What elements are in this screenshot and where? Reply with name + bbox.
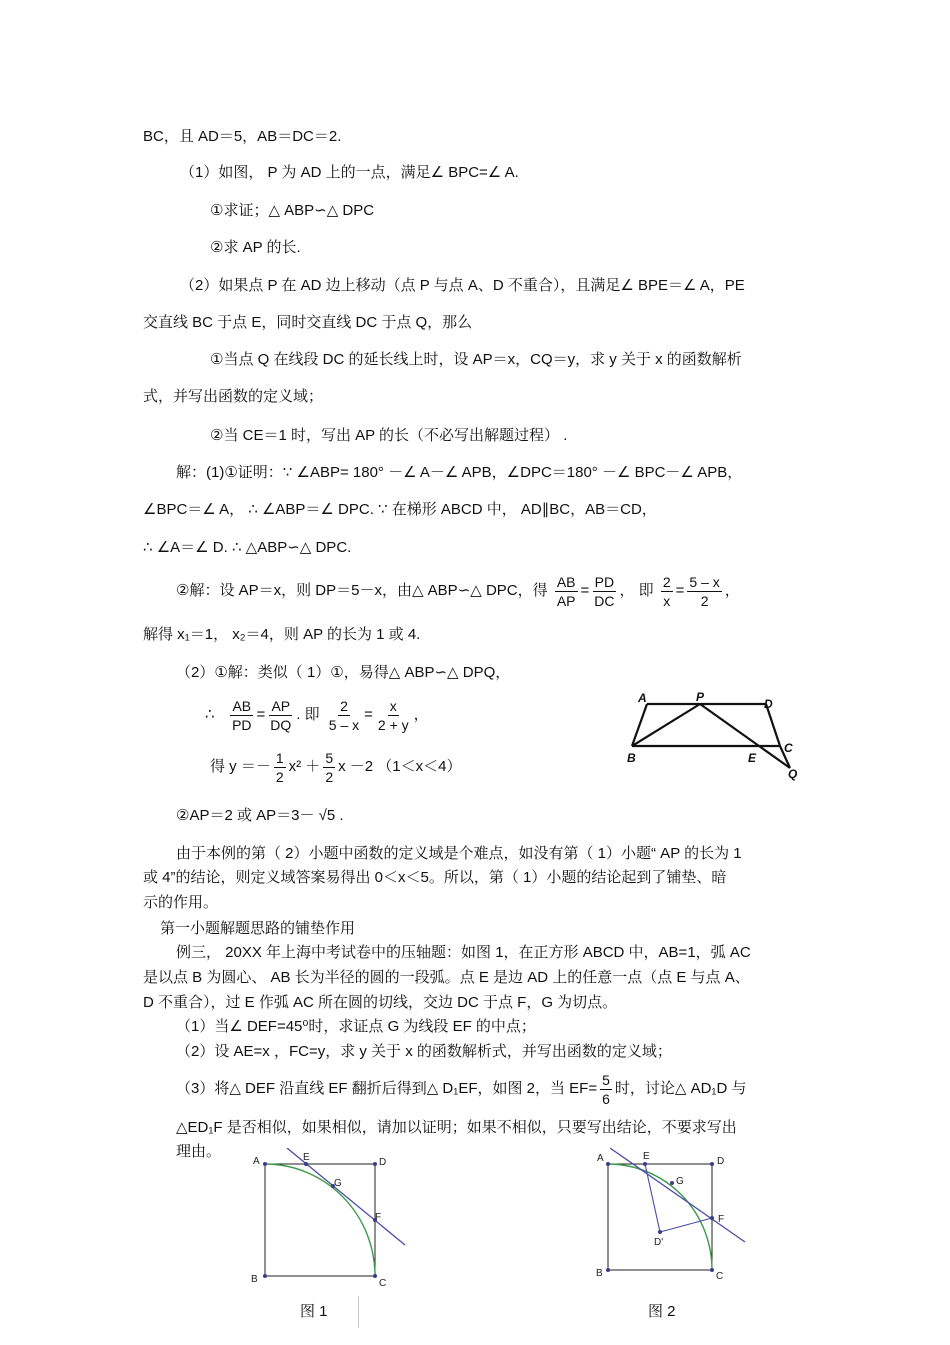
trap-label-a: A (638, 691, 647, 705)
fig2-label-f: F (718, 1214, 725, 1225)
line-10: 解：(1)①证明：∵ ∠ABP= 180° －∠ A－∠ APB，∠DPC＝180° －∠ BPC－∠ APB， (176, 464, 743, 481)
line-22: 第一小题解题思路的铺垫作用 (160, 920, 356, 937)
line-2: （1）如图， P 为 AD 上的一点，满足∠ BPC=∠ A. (180, 164, 519, 181)
fig2-label-g: G (676, 1176, 684, 1187)
fraction-ap-dq: $\frac{AP}{DQ}$ (270, 697, 292, 733)
line-29: △ED₁F 是否相似，如果相似，请加以证明；如果不相似，只要写出结论，不要求写出 (176, 1119, 737, 1136)
fig2-label-c: C (716, 1271, 724, 1282)
line-24: 是以点 B 为圆心、 AB 长为半径的圆的一段弧。点 E 是边 AD 上的任意一点（点 E 与点 A、 (143, 969, 750, 986)
line-25: D 不重合），过 E 作弧 AC 所在圆的切线，交边 DC 于点 F，G 为切点。 (143, 994, 618, 1011)
fraction-2-5x: $\frac{2}{5 - x}$ (328, 697, 360, 733)
fig1-label-b: B (251, 1274, 258, 1285)
trap-label-e: E (748, 751, 757, 765)
trap-label-p: P (696, 690, 705, 704)
fraction-5-6: $\frac{5}{6}$ (602, 1071, 610, 1107)
fraction-5x-2: $\frac{5 - x}{2}$ (689, 573, 720, 609)
line-8: 式，并写出函数的定义域； (143, 388, 324, 405)
line-13-mid: ， 即 (619, 582, 654, 599)
line-18: ②AP＝2 或 AP＝3－ √5 . (176, 807, 344, 824)
fig2-label-b: B (596, 1268, 603, 1279)
fraction-x-2y: $\frac{x}{2 + y}$ (377, 697, 409, 733)
therefore-symbol: ∴ (205, 706, 215, 723)
line-27: （2）设 AE=x ，FC=y，求 y 关于 x 的函数解析式，并写出函数的定义域； (176, 1043, 672, 1060)
line-28-start: （3）将△ DEF 沿直线 EF 翻折后得到△ D₁EF，如图 2，当 EF= (176, 1080, 598, 1097)
line-17-end: x －2 （1＜x＜4） (338, 758, 462, 775)
figure-divider (358, 1296, 359, 1328)
figure-2 (590, 1146, 760, 1286)
line-14: 解得 x₁＝1， x₂＝4，则 AP 的长为 1 或 4. (143, 626, 421, 643)
trapezoid-figure (620, 690, 810, 785)
trap-label-b: B (627, 751, 636, 765)
line-13: ②解：设 AP＝x，则 DP＝5－x，由△ ABP∽△ DPC，得 $\frac{AB}{AP}$ = $\frac{PD}{DC}$ ， 即 $\frac{2}{x}$ = $\frac{5 - x}{2}$ ， (176, 573, 740, 609)
fraction-pd-dc: $\frac{PD}{DC}$ (594, 573, 615, 609)
fig2-label-e: E (643, 1151, 650, 1162)
line-7: ①当点 Q 在线段 DC 的延长线上时，设 AP＝x，CQ＝y，求 y 关于 x 的函数解析 (210, 351, 742, 368)
line-1: BC，且 AD＝5，AB＝DC＝2. (143, 128, 342, 145)
fig1-label-e: E (303, 1152, 310, 1163)
figure-1-caption: 图 1 (300, 1303, 328, 1320)
line-28 (176, 1068, 747, 1110)
line-9: ②当 CE＝1 时，写出 AP 的长（不必写出解题过程） . (210, 427, 568, 444)
line-4: ②求 AP 的长. (210, 239, 301, 256)
line-20: 或 4”的结论，则定义域答案易得出 0＜x＜5。所以，第（ 1）小题的结论起到了铺垫、暗 (143, 869, 727, 886)
trap-label-c: C (784, 741, 793, 755)
line-16-end: ， (413, 706, 429, 723)
line-17-start: 得 y ＝－ (210, 758, 271, 775)
line-16: ∴ $\frac{AB}{PD}$ = $\frac{AP}{DQ}$ . 即 $\frac{2}{5 - x}$ = $\frac{x}{2 + y}$ ， (205, 697, 429, 733)
line-23: 例三， 20XX 年上海中考试卷中的压轴题：如图 1，在正方形 ABCD 中，AB=1，弧 AC (176, 944, 751, 961)
line-15: （2）①解：类似（ 1）①，易得△ ABP∽△ DPQ， (176, 664, 511, 681)
line-3: ①求证；△ ABP∽△ DPC (210, 202, 375, 219)
line-12: ∴ ∠A＝∠ D. ∴ △ABP∽△ DPC. (143, 539, 352, 556)
line-19: 由于本例的第（ 2）小题中函数的定义域是个难点，如没有第（ 1）小题“ AP 的长为 1 (176, 845, 742, 862)
fraction-1-2: $\frac{1}{2}$ (275, 749, 284, 785)
fig2-label-a: A (597, 1153, 604, 1164)
fig1-label-d: D (379, 1157, 387, 1168)
line-13-end: ， (724, 582, 740, 599)
line-28-end: 时，讨论△ AD₁D 与 (614, 1080, 747, 1097)
line-6: 交直线 BC 于点 E，同时交直线 DC 于点 Q，那么 (143, 314, 473, 331)
trap-label-q: Q (788, 767, 798, 781)
fraction-ab-pd: $\frac{AB}{PD}$ (232, 697, 252, 733)
trap-label-d: D (764, 697, 773, 711)
figure-2-caption: 图 2 (648, 1303, 676, 1320)
fig1-label-g: G (334, 1178, 342, 1189)
fraction-ab-ap: $\frac{AB}{AP}$ (556, 573, 576, 609)
line-26: （1）当∠ DEF=45⁰时，求证点 G 为线段 EF 的中点； (176, 1018, 536, 1035)
fraction-2-x: $\frac{2}{x}$ (662, 573, 671, 609)
figure-1 (245, 1148, 415, 1290)
fig2-label-dprime: D' (654, 1237, 664, 1248)
line-13-text: ②解：设 AP＝x，则 DP＝5－x，由△ ABP∽△ DPC，得 (176, 582, 548, 599)
fraction-5-2: $\frac{5}{2}$ (325, 749, 334, 785)
fig2-label-d: D (717, 1156, 725, 1167)
line-5: （2）如果点 P 在 AD 边上移动（点 P 与点 A、D 不重合），且满足∠ BPE＝∠ A，PE (180, 277, 745, 294)
line-17 (210, 746, 461, 788)
fig1-label-f: F (375, 1212, 382, 1223)
fig1-label-c: C (379, 1278, 387, 1289)
line-11: ∠BPC＝∠ A， ∴ ∠ABP＝∠ DPC. ∵ 在梯形 ABCD 中， AD∥BC，AB＝CD， (143, 501, 657, 518)
fig1-label-a: A (253, 1156, 260, 1167)
line-17-mid: x² ＋ (288, 758, 321, 775)
line-30: 理由。 (176, 1143, 222, 1160)
line-16-mid: . 即 (296, 706, 320, 723)
line-21: 示的作用。 (143, 894, 219, 911)
